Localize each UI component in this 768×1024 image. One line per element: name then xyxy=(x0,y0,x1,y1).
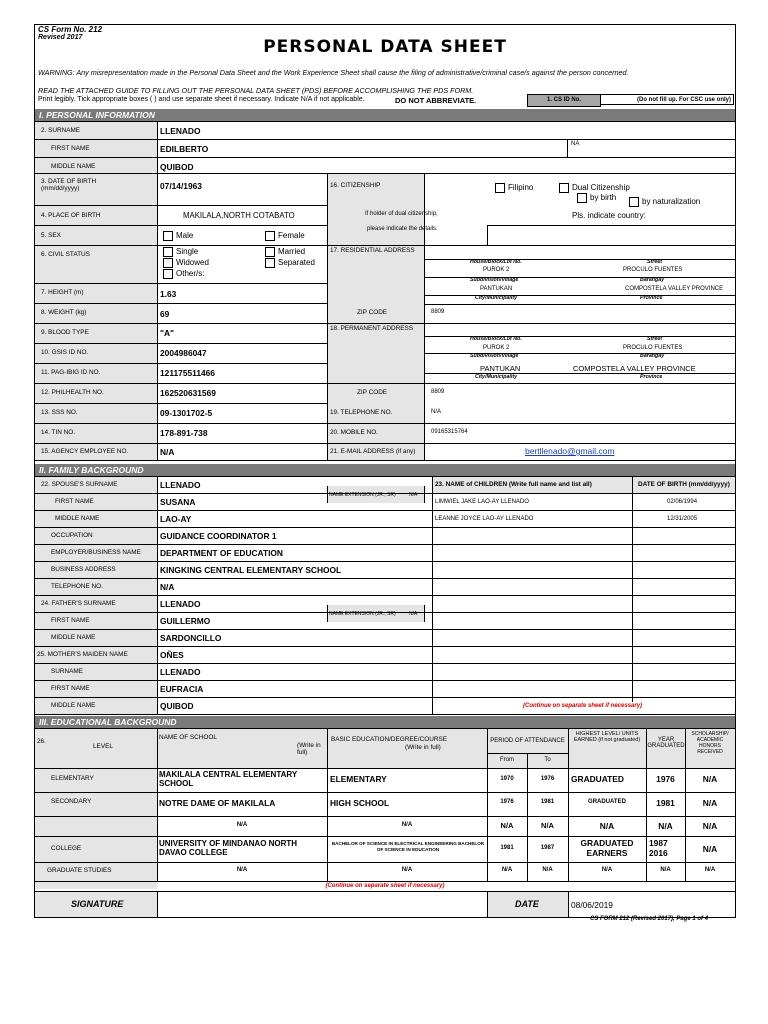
edu-row-vocational-year[interactable]: N/A xyxy=(658,821,673,831)
edu-row-secondary-from[interactable]: 1976 xyxy=(500,799,514,805)
page-title: PERSONAL DATA SHEET xyxy=(263,37,507,57)
spouse-middle-value[interactable]: LAO-AY xyxy=(160,514,192,524)
surname-label: 2. SURNAME xyxy=(41,127,81,134)
edu-to-header: To xyxy=(544,757,551,763)
citizenship-by-birth[interactable]: by birth xyxy=(577,193,627,203)
edu-highest-header: HIGHEST LEVEL/ UNITS EARNED (if not graduated) xyxy=(573,731,641,743)
edu-row-graduate-school[interactable]: N/A xyxy=(236,867,248,873)
name-extension-value[interactable]: NA xyxy=(571,141,580,147)
philhealth-label: 12. PHILHEALTH NO. xyxy=(41,389,104,396)
citizenship-label: 16. CITIZENSHIP xyxy=(330,182,381,189)
children-dob-label: DATE OF BIRTH (mm/dd/yyyy) xyxy=(638,481,730,488)
father-first-label: FIRST NAME xyxy=(51,617,90,624)
res-zip-value[interactable]: 8809 xyxy=(431,309,445,315)
citizenship-filipino[interactable]: Filipino xyxy=(495,183,533,193)
perm-subdivision-label: Subdivision/Village xyxy=(470,353,519,359)
edu-row-vocational-to[interactable]: N/A xyxy=(541,821,554,830)
father-ext-label: NAME EXTENSION (JR., SR) xyxy=(329,611,396,617)
child-1-dob[interactable]: 02/06/1994 xyxy=(667,499,698,505)
married-checkbox[interactable] xyxy=(265,247,275,257)
section-family: II. FAMILY BACKGROUND xyxy=(35,464,735,476)
spouse-tel-value[interactable]: N/A xyxy=(160,582,175,592)
edu-row-secondary-school[interactable]: NOTRE DAME OF MAKILALA xyxy=(159,798,276,808)
edu-row-elementary-level: ELEMENTARY xyxy=(51,775,94,782)
edu-row-elementary-to[interactable]: 1976 xyxy=(540,776,555,782)
edu-level-header: LEVEL xyxy=(93,743,113,750)
mother-first-label: FIRST NAME xyxy=(51,685,90,692)
mother-middle-value[interactable]: QUIBOD xyxy=(160,701,194,711)
agency-employee-value[interactable]: N/A xyxy=(160,447,175,457)
edu-row-elementary-course[interactable]: ELEMENTARY xyxy=(330,774,387,784)
edu-year-header: YEAR GRADUATED xyxy=(647,737,685,749)
mother-middle-label: MIDDLE NAME xyxy=(51,702,96,709)
pob-label: 4. PLACE OF BIRTH xyxy=(41,212,101,219)
citizenship-by-naturalization[interactable]: by naturalization xyxy=(629,197,700,207)
email-value[interactable]: bertllenado@gmail.com xyxy=(525,446,615,456)
perm-barangay-value[interactable]: PROCULO FUENTES xyxy=(623,345,683,351)
father-middle-label: MIDDLE NAME xyxy=(51,634,96,641)
edu-row-vocational-honors[interactable]: N/A xyxy=(702,821,718,831)
mother-surname-value[interactable]: LLENADO xyxy=(160,667,201,677)
mobile-value[interactable]: 09165315764 xyxy=(431,429,468,435)
civil-single[interactable]: Single xyxy=(163,247,198,257)
edu-row-graduate-year[interactable]: N/A xyxy=(660,867,671,873)
dual-note-2: please indicate the details. xyxy=(367,226,438,232)
civil-widowed[interactable]: Widowed xyxy=(163,258,209,268)
dob-value[interactable]: 07/14/1963 xyxy=(160,181,202,191)
child-2-name[interactable]: LEANNE JOYCE LAO-AY LLENADO xyxy=(435,516,534,522)
edu-row-elementary-year[interactable]: 1976 xyxy=(656,774,675,784)
family-continue-note: (Continue on separate sheet if necessary) xyxy=(523,703,643,709)
pagibig-label: 11. PAG-IBIG ID NO. xyxy=(41,369,101,376)
first-name-value[interactable]: EDILBERTO xyxy=(160,144,209,154)
pds-form xyxy=(34,24,736,918)
edu-row-secondary-level: SECONDARY xyxy=(51,798,92,805)
male-checkbox[interactable] xyxy=(163,231,173,241)
edu-course-header: BASIC EDUCATION/DEGREE/COURSE xyxy=(331,736,447,743)
edu-row-college-to[interactable]: 1987 xyxy=(540,845,555,851)
dob-label: 3. DATE OF BIRTH (mm/dd/yyyy) xyxy=(41,178,97,192)
email-label: 21. E-MAIL ADDRESS (if any) xyxy=(330,448,416,455)
edu-row-elementary-honors[interactable]: N/A xyxy=(702,774,718,784)
perm-zip-value[interactable]: 8809 xyxy=(431,389,445,395)
edu-row-vocational-from[interactable]: N/A xyxy=(500,821,514,830)
edu-row-secondary-year[interactable]: 1981 xyxy=(656,798,675,808)
gsis-value[interactable]: 2004986047 xyxy=(160,348,207,358)
perm-barangay-label: Barangay xyxy=(640,353,665,359)
edu-row-secondary-highest[interactable]: GRADUATED xyxy=(588,799,626,805)
child-2-dob[interactable]: 12/31/2005 xyxy=(667,516,698,522)
edu-course-note: (Write in full) xyxy=(405,744,441,751)
do-not-abbreviate: DO NOT ABBREVIATE. xyxy=(395,96,477,105)
sss-value[interactable]: 09-1301702-5 xyxy=(160,408,213,418)
tin-label: 14. TIN NO. xyxy=(41,429,75,436)
middle-name-value[interactable]: QUIBOD xyxy=(160,162,194,172)
edu-num-label: 26. xyxy=(37,738,46,745)
first-name-label: FIRST NAME xyxy=(51,145,90,152)
edu-honors-header: SCHOLARSHIP/ ACADEMIC HONORS RECEIVED xyxy=(691,731,729,755)
form-number: CS Form No. 212 xyxy=(38,25,103,34)
separated-checkbox[interactable] xyxy=(265,258,275,268)
print-note: Print legibly. Tick appropriate boxes ( ) and use separate sheet if necessary. Indicate N/A if not applicable. xyxy=(38,96,365,103)
edu-row-graduate-from[interactable]: N/A xyxy=(501,867,513,873)
height-value[interactable]: 1.63 xyxy=(160,289,177,299)
surname-value[interactable]: LLENADO xyxy=(160,126,201,136)
children-label: 23. NAME of CHILDREN (Write full name and list all) xyxy=(435,481,592,488)
signature-field[interactable] xyxy=(159,893,485,915)
spouse-ext-label: NAME EXTENSION (JR., SR) xyxy=(329,492,396,498)
by-birth-checkbox[interactable] xyxy=(577,193,587,203)
read-guide-text: READ THE ATTACHED GUIDE TO FILLING OUT THE PERSONAL DATA SHEET (PDS) BEFORE ACCOMPLISHING THE PDS FORM. xyxy=(38,86,474,95)
dual-note-1: If holder of dual citizenship, xyxy=(365,211,438,217)
edu-from-header: From xyxy=(500,757,514,763)
edu-row-college-year[interactable]: 1987 2016 xyxy=(649,838,668,858)
edu-row-college-level: COLLEGE xyxy=(51,845,82,852)
province-label: Province xyxy=(640,295,663,301)
date-label: DATE xyxy=(515,899,539,909)
filipino-checkbox[interactable] xyxy=(495,183,505,193)
edu-row-college-honors[interactable]: N/A xyxy=(702,844,718,854)
occupation-value[interactable]: GUIDANCE COORDINATOR 1 xyxy=(160,531,277,541)
civil-separated[interactable]: Separated xyxy=(265,258,315,268)
citizenship-dual[interactable]: Dual Citizenship xyxy=(559,183,630,193)
res-city-value[interactable]: PANTUKAN xyxy=(480,286,513,292)
widowed-checkbox[interactable] xyxy=(163,258,173,268)
father-first-value[interactable]: GUILLERMO xyxy=(160,616,211,626)
perm-city-value[interactable]: PANTUKAN xyxy=(480,364,521,373)
dual-citizenship-checkbox[interactable] xyxy=(559,183,569,193)
sex-male[interactable]: Male xyxy=(163,231,193,241)
spouse-middle-label: MIDDLE NAME xyxy=(55,515,100,522)
edu-school-header: NAME OF SCHOOL xyxy=(159,734,217,741)
edu-row-graduate-honors[interactable]: N/A xyxy=(704,867,716,873)
education-continue-note: (Continue on separate sheet if necessary) xyxy=(325,883,445,889)
edu-row-vocational-school[interactable]: N/A xyxy=(236,822,248,828)
employer-value[interactable]: DEPARTMENT OF EDUCATION xyxy=(160,548,283,558)
mother-maiden-label: 25. MOTHER'S MAIDEN NAME xyxy=(37,651,128,658)
child-1-name[interactable]: LIMWIEL JAKE LAO-AY LLENADO xyxy=(435,499,529,505)
spouse-surname-label: 22. SPOUSE'S SURNAME xyxy=(41,481,118,488)
employer-label: EMPLOYER/BUSINESS NAME xyxy=(51,549,141,556)
form-footer: CS FORM 212 (Revised 2017), Page 1 of 4 xyxy=(590,916,709,922)
cs-id-label: 1. CS ID No. xyxy=(527,94,601,107)
edu-period-header: PERIOD OF ATTENDANCE xyxy=(490,738,565,744)
edu-row-graduate-course[interactable]: N/A xyxy=(401,867,413,873)
warning-text: WARNING: Any misrepresentation made in the Personal Data Sheet and the Work Experience Sheet shall cause the filing of administrative/criminal case/s against the person concerned. xyxy=(38,68,629,77)
tin-value[interactable]: 178-891-738 xyxy=(160,428,208,438)
father-middle-value[interactable]: SARDONCILLO xyxy=(160,633,222,643)
edu-row-college-course[interactable]: BACHELOR OF SCIENCE IN ELECTRICAL ENGINEERING BACHELOR OF SCIENCE IN EDUCATION xyxy=(331,841,485,852)
edu-row-elementary-school[interactable]: MAKILALA CENTRAL ELEMENTARY SCHOOL xyxy=(159,770,298,788)
edu-row-vocational-course[interactable]: N/A xyxy=(401,822,413,828)
by-naturalization-checkbox[interactable] xyxy=(629,197,639,207)
edu-row-graduate-highest[interactable]: N/A xyxy=(601,867,613,873)
agency-employee-label: 15. AGENCY EMPLOYEE NO. xyxy=(41,448,129,455)
blood-type-value[interactable]: "A" xyxy=(160,328,174,338)
street-label: Street xyxy=(647,259,663,265)
female-checkbox[interactable] xyxy=(265,231,275,241)
edu-row-graduate-level: GRADUATE STUDIES xyxy=(47,867,112,874)
edu-row-elementary-highest[interactable]: GRADUATED xyxy=(571,774,624,784)
pob-value[interactable]: MAKILALA,NORTH COTABATO xyxy=(183,211,295,220)
spouse-tel-label: TELEPHONE NO. xyxy=(51,583,103,590)
father-ext-value[interactable]: N/A xyxy=(409,611,418,617)
blood-type-label: 9. BLOOD TYPE xyxy=(41,329,89,336)
perm-province-value[interactable]: COMPOSTELA VALLEY PROVINCE xyxy=(573,364,696,373)
civil-others[interactable]: Other/s: xyxy=(163,269,204,279)
weight-label: 8. WEIGHT (kg) xyxy=(41,309,87,316)
edu-row-secondary-to[interactable]: 1981 xyxy=(540,799,555,805)
spouse-first-value[interactable]: SUSANA xyxy=(160,497,196,507)
perm-house-no-label: House/Block/Lot No. xyxy=(470,336,522,342)
sex-label: 5. SEX xyxy=(41,232,61,239)
telephone-value[interactable]: N/A xyxy=(431,409,442,415)
mother-maiden-value[interactable]: OÑES xyxy=(160,650,184,660)
business-address-value[interactable]: KINGKING CENTRAL ELEMENTARY SCHOOL xyxy=(160,565,342,575)
civil-married[interactable]: Married xyxy=(265,247,305,257)
perm-subdivision-value[interactable]: PUROK 2 xyxy=(483,345,510,351)
residential-address-label: 17. RESIDENTIAL ADDRESS xyxy=(330,247,415,254)
edu-school-note: (Write in full) xyxy=(297,742,321,756)
perm-zip-label: ZIP CODE xyxy=(357,389,388,396)
telephone-label: 19. TELEPHONE NO. xyxy=(330,409,393,416)
civil-status-label: 6. CIVIL STATUS xyxy=(41,251,90,258)
res-zip-label: ZIP CODE xyxy=(357,309,388,316)
father-surname-label: 24. FATHER'S SURNAME xyxy=(41,600,116,607)
spouse-first-label: FIRST NAME xyxy=(55,498,94,505)
section-personal: I. PERSONAL INFORMATION xyxy=(35,109,735,121)
father-surname-value[interactable]: LLENADO xyxy=(160,599,201,609)
edu-row-college-highest[interactable]: GRADUATED EARNERS xyxy=(580,838,634,858)
middle-name-label: MIDDLE NAME xyxy=(51,163,96,170)
indicate-country: Pls. indicate country: xyxy=(572,211,646,220)
sss-label: 13. SSS NO. xyxy=(41,409,78,416)
house-no-label: House/Block/Lot No. xyxy=(470,259,522,265)
spouse-ext-value[interactable]: N/A xyxy=(409,492,418,498)
sex-female[interactable]: Female xyxy=(265,231,305,241)
mother-first-value[interactable]: EUFRACIA xyxy=(160,684,204,694)
pagibig-value[interactable]: 121175511466 xyxy=(160,368,215,378)
edu-row-vocational-highest[interactable]: N/A xyxy=(599,821,615,831)
perm-street-label: Street xyxy=(647,336,663,342)
mother-surname-label: SURNAME xyxy=(51,668,83,675)
weight-value[interactable]: 69 xyxy=(160,309,170,319)
philhealth-value[interactable]: 162520631569 xyxy=(160,388,216,398)
edu-row-elementary-from[interactable]: 1970 xyxy=(500,776,514,782)
revised-label: Revised 2017 xyxy=(38,34,83,41)
spouse-surname-value[interactable]: LLENADO xyxy=(160,480,201,490)
gsis-label: 10. GSIS ID NO. xyxy=(41,349,89,356)
res-barangay-value[interactable]: PROCULO FUENTES xyxy=(623,267,683,273)
barangay-label: Barangay xyxy=(640,277,665,283)
res-subdivision-value[interactable]: PUROK 2 xyxy=(483,267,510,273)
res-province-value[interactable]: COMPOSTELA VALLEY PROVINCE xyxy=(625,286,724,292)
edu-row-graduate-to[interactable]: N/A xyxy=(542,867,553,873)
occupation-label: OCCUPATION xyxy=(51,532,93,539)
perm-city-label: City/Municipality xyxy=(475,374,518,380)
mobile-label: 20. MOBILE NO. xyxy=(330,429,378,436)
edu-row-college-from[interactable]: 1981 xyxy=(500,845,514,851)
section-education: III. EDUCATIONAL BACKGROUND xyxy=(35,716,735,728)
edu-row-college-school[interactable]: UNIVERSITY OF MINDANAO NORTH DAVAO COLLEGE xyxy=(159,839,298,857)
date-value[interactable]: 08/06/2019 xyxy=(571,900,613,910)
height-label: 7. HEIGHT (m) xyxy=(41,289,84,296)
others-checkbox[interactable] xyxy=(163,269,173,279)
business-address-label: BUSINESS ADDRESS xyxy=(51,566,116,573)
city-label: City/Municipality xyxy=(475,295,518,301)
edu-row-secondary-course[interactable]: HIGH SCHOOL xyxy=(330,798,390,808)
single-checkbox[interactable] xyxy=(163,247,173,257)
permanent-address-label: 18. PERMANENT ADDRESS xyxy=(330,325,413,332)
edu-row-secondary-honors[interactable]: N/A xyxy=(702,798,718,808)
cs-id-note: (Do not fill up. For CSC use only) xyxy=(600,94,734,105)
perm-province-label: Province xyxy=(640,374,663,380)
subdivision-label: Subdivision/Village xyxy=(470,277,519,283)
signature-label: SIGNATURE xyxy=(71,899,124,909)
